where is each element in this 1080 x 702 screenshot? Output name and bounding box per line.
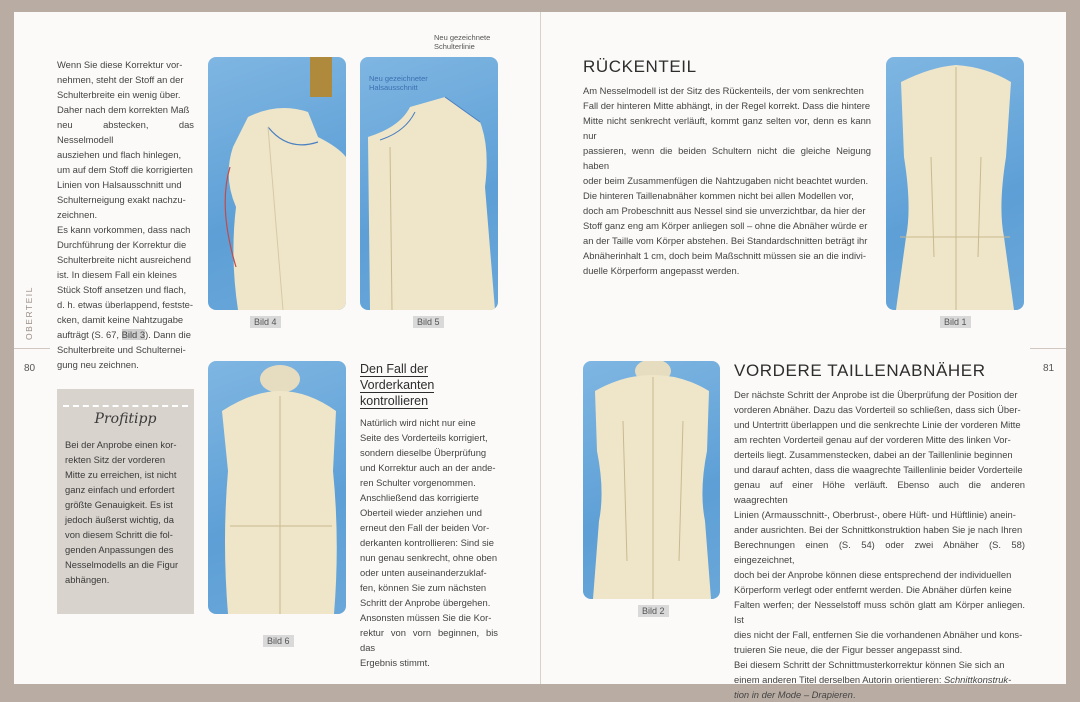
text-taillenabnaeher: Der nächste Schritt der Anprobe ist die Überprüfung der Position der vorderen Abnäher. Dazu das Vorderteil so schließen, dass sich Über- und Untertritt überlappen und die senkrechte Linie der vorderen Mitte am rechten Vorderteil genau auf der vorderen Mitte des linken Vor- derteils liegt. Zusammenstecken, dabei an der Taillenlinie beginnen und darauf achten, dass die waagrechte Taillenlinie beider Vorderteile genau auf einer Höhe verläuft. Ebenso auch die anderen waagrechten Linien (Armausschnitt-, Oberbrust-, obere Hüft- und Hüftlinie) anein- ander ausrichten. Bei der Schnittkonstruktion haben Sie je nach Ihren Berechnungen einen (S. 54) oder zwei Abnäher (S. 58) eingezeichnet, doch bei der Anprobe können diese entsprechend der individuellen Körperform verlegt oder entfernt werden. Die Abnäher dürfen keine Falten werfen; der Nesselstoff muss schön glatt am Körper anliegen. Ist dies nicht der Fall, entfernen Sie die vorhandenen Abnäher und kons- truieren Sie neue, die der Figur besser angepasst sind. Bei diesem Schritt der Schnittmusterkorrektur können Sie sich an einem anderen Titel derselben Autorin orientieren: Schnittkonstruk- tion in der Mode – Drapieren.: [734, 389, 1025, 700]
photo-bild-5: [360, 57, 498, 310]
front-darts-image: [583, 361, 720, 599]
section-heading-vorderkanten: Den Fall der Vorderkanten kontrollieren: [360, 362, 435, 408]
caption-bild-5: Bild 5: [413, 316, 444, 328]
tip-title: Profitipp: [94, 411, 157, 427]
margin-rule-right: [1030, 348, 1066, 349]
caption-bild-2: Bild 2: [638, 605, 669, 617]
tip-dashed-rule: [63, 405, 188, 407]
annotation-neckline: Neu gezeichneter Halsausschnitt: [369, 74, 428, 92]
text-rueckenteil: Am Nesselmodell ist der Sitz des Rückenteils, der vom senkrechten Fall der hinteren Mitte abhängt, in der Regel korrekt. Dass die hintere Mitte nicht senkrecht verläuft, kommt ganz selten vor, denn es kann nur passieren, wenn die beiden Schultern nicht die gleiche Neigung haben oder beim Zusammenfügen die Nahtzugaben nicht beachtet wurden. Die hinteren Taillenabnäher kommen nicht bei allen Modellen vor, doch am Probeschnitt aus Nessel sind sie unverzichtbar, da hier der Stoff ganz eng am Körper anliegen soll – ohne die Abnäher würde er an der Taille vom Körper abstehen. Bei Standardschnitten beträgt ihr Abnäherinhalt 1 cm, doch beim Maßschnitt müssen sie an die indivi- duelle Körperform angepasst werden.: [583, 85, 871, 276]
heading-taillenabnaeher: VORDERE TAILLENABNÄHER: [734, 361, 986, 380]
section-text-vorderkanten: Natürlich wird nicht nur eine Seite des Vorderteils korrigiert, sondern dieselbe Überprüfung und Korrektur auch an der ande- ren Schulter vorgenommen. Anschließend das korrigierte Oberteil wieder anziehen und erneut den Fall der beiden Vor- derkanten kontrollieren: Sind sie nun genau senkrecht, ohne oben oder unten auseinanderzuklaf- fen, können Sie zum nächsten Schritt der Anprobe übergehen. Ansonsten müssen Sie die Kor- rektur von vorn beginnen, bis das Ergebnis stimmt.: [360, 417, 498, 668]
page-number-left: 80: [24, 363, 36, 374]
figure-reference: Bild 3: [121, 329, 146, 340]
italic-book-reference: Schnittkonstruk- tion in der Mode – Drapieren: [734, 674, 1012, 700]
intro-paragraph: Wenn Sie diese Korrektur vor- nehmen, steht der Stoff an der Schulterbreite ein wenig über. Daher nach dem korrekten Maß neu abstecken, das Nesselmodell ausziehen und flach hinlegen, um auf dem Stoff die korrigierten Linien von Halsausschnitt und Schulterneigung exakt nachzu- zeichnen. Es kann vorkommen, dass nach Durchführung der Korrektur die Schulterbreite nicht ausreichend ist. In diesem Fall ein kleines Stück Stoff ansetzen und flach, d. h. etwas überlappend, festste- cken, damit keine Nahtzugabe aufträgt (S. 67, Bild 3). Dann die Schulterbreite und Schulternei- gung neu zeichnen.: [57, 59, 194, 370]
back-bodice-image: [886, 57, 1024, 310]
side-tab-label: OBERTEIL: [24, 286, 34, 340]
caption-bild-6: Bild 6: [263, 635, 294, 647]
margin-rule-left: [14, 348, 50, 349]
photo-bild-4: [208, 57, 346, 310]
muslin-bodice-image: [360, 57, 498, 310]
caption-bild-4: Bild 4: [250, 316, 281, 328]
heading-rueckenteil: RÜCKENTEIL: [583, 57, 697, 76]
page-number-right: 81: [1043, 363, 1055, 374]
front-bodice-image: [208, 361, 346, 614]
tip-text: Bei der Anprobe einen kor- rekten Sitz der vorderen Mitte zu erreichen, ist nicht ganz einfach und erfordert größte Genauigkeit. Es ist jedoch äußerst wichtig, da von diesem Schritt die fol- genden Anpassungen des Nesselmodells an die Figur abhängen.: [65, 439, 179, 585]
dress-form-shoulder-image: [208, 57, 346, 310]
annotation-shoulder-line: Neu gezeichnete Schulterlinie: [434, 33, 491, 51]
photo-bild-1: [886, 57, 1024, 310]
photo-bild-2: [583, 361, 720, 599]
caption-bild-1: Bild 1: [940, 316, 971, 328]
photo-bild-6: [208, 361, 346, 614]
profitipp-box: [57, 389, 194, 614]
gutter-line: [540, 12, 541, 684]
